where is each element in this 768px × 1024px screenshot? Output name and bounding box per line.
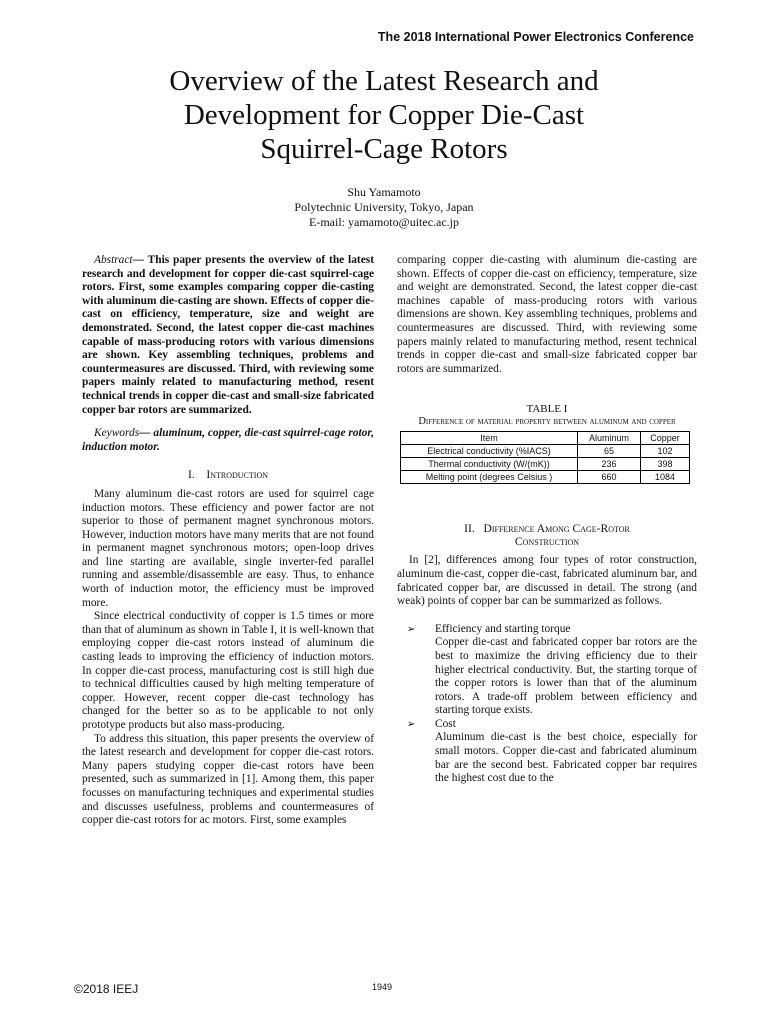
abstract-label: Abstract [94,254,133,266]
table-cell: 660 [578,471,641,484]
conference-header: The 2018 International Power Electronics Conference [377,30,694,44]
table-header: Copper [641,432,690,445]
section-heading-introduction [82,468,374,482]
section-title-continued: Construction [514,535,580,549]
keywords-label: Keywords [94,427,140,440]
section-number: I. [188,468,195,482]
table-row [401,445,690,458]
table-row [401,471,690,484]
author-name: Shu Yamamoto [347,185,421,199]
bullet-text: Copper die-cast and fabricated copper bar rotors are the best to maximize the driving efficiency due to their higher electrical conductivity. But, the starting torque of the copper rotors is lower than that of the aluminum rotors. A trade-off problem between efficiency and starting torque exists. [435,636,697,717]
table-cell: Electrical conductivity (%IACS) [401,445,578,458]
bullet-title: Cost [435,717,456,730]
keywords-dash: — [139,427,154,440]
keywords-text: aluminum, copper, die-cast squirrel-cage rotor, induction motor. [82,427,374,453]
section-title: Difference Among Cage-Rotor [483,522,630,536]
section2-paragraph: In [2], differences among four types of rotor construction, aluminum die-cast, copper die-cast, fabricated aluminum bar, and fabricated copper bar, are discussed in detail. The strong (and weak) points of copper bar can be summarized as follows. [397,554,697,608]
table-cell: 398 [641,458,690,471]
intro-continuation: comparing copper die-casting with aluminum die-casting are shown. Effects of copper die-cast on efficiency, temperature, size and weight are demonstrated. Second, the latest copper die-cast machines capable of mass-producing rotors with various dimensions are shown. Key assembling techniques, problems and countermeasures are discussed. Third, with reviewing some papers mainly related to manufacturing method, resent technical trends in copper die-cast and small-size fabricated copper bar rotors are summarized. [397,254,697,375]
page-number: 1949 [372,982,393,992]
right-column [397,254,697,786]
section-heading-construction [397,522,697,548]
table-cell: Thermal conductivity (W/(mK)) [401,458,578,471]
table-description: Difference of material property between aluminum and copper [418,415,676,427]
bullet-item-cost [397,718,697,786]
bullet-text: Aluminum die-cast is the best choice, especially for small motors. Copper die-cast and fabricated aluminum bar are the second best. Fabricated copper bar requires the highest cost due to the [435,731,697,785]
table-cell: 236 [578,458,641,471]
author-email[interactable]: E-mail: yamamoto@uitec.ac.jp [309,215,459,229]
table-cell: 102 [641,445,690,458]
table-cell: 1084 [641,471,690,484]
title-line: Squirrel-Cage Rotors [260,133,508,165]
table-cell: 65 [578,445,641,458]
section-number: II. [464,522,475,536]
abstract [82,254,374,417]
author-affiliation: Polytechnic University, Tokyo, Japan [294,200,474,214]
copyright-footer: ©2018 IEEJ [74,982,139,996]
abstract-dash: — [132,254,148,266]
section-title: Introduction [206,468,268,482]
table-cell: Melting point (degrees Celsius ) [401,471,578,484]
abstract-text: This paper presents the overview of the latest research and development for copper die-cast squirrel-cage rotors. First, some examples comparing copper die-casting with aluminum die-casting are shown. Effects of copper die-cast on efficiency, temperature, size and weight are demonstrated. Second, the latest copper die-cast machines capable of mass-producing rotors with various dimensions are shown. Key assembling techniques, problems and countermeasures are discussed. Third, with reviewing some papers mainly related to manufacturing method, resent technical trends in copper die-cast and small-size fabricated copper bar rotors are summarized. [82,254,374,416]
intro-paragraph: To address this situation, this paper presents the overview of the latest research and development for copper die-cast rotors. Many papers studying copper die-cast rotors have been presented, such as summarized in [1]. Among them, this paper focusses on manufacturing techniques and experimental studies and discusses usefulness, problems and countermeasures of copper die-cast rotors for ac motors. First, some examples [82,732,374,827]
arrow-bullet-icon: ➢ [407,623,416,635]
paper-title [0,64,768,166]
material-property-table [400,431,690,484]
intro-paragraph: Since electrical conductivity of copper is 1.5 times or more than that of aluminum as shown in Table I, it is well-known that employing copper die-cast rotors instead of aluminum die casting leads to improving the efficiency of induction motors. In copper die-cast process, manufacturing cost is still high due to technical difficulties caused by high melting temperature of copper. However, recent copper die-cast technology has changed for the better so as to be applicable to not only prototype products but also mass-producing. [82,610,374,731]
bullet-title: Efficiency and starting torque [435,622,571,635]
intro-paragraph: Many aluminum die-cast rotors are used for squirrel cage induction motors. These efficiency and power factor are not superior to those of permanent magnet synchronous motors. However, induction motors have many merits that are not found in permanent magnet synchronous motors; open-loop drives and line starting are available, single inverter-fed parallel running and assemble/disassemble are easy. Thus, to enhance worth of induction motor, the efficiency must be improved more. [82,487,374,609]
table-number: TABLE I [526,403,568,416]
keywords [82,427,374,454]
table-header: Item [401,432,578,445]
table-header-row [401,432,690,445]
left-column [82,254,374,828]
bullet-item-efficiency [397,623,697,718]
table-row [401,458,690,471]
table-header: Aluminum [578,432,641,445]
title-line: Development for Copper Die-Cast [183,99,585,131]
table-caption [397,403,697,428]
title-line: Overview of the Latest Research and [169,65,599,97]
author-block [0,185,768,230]
arrow-bullet-icon: ➢ [407,718,416,730]
